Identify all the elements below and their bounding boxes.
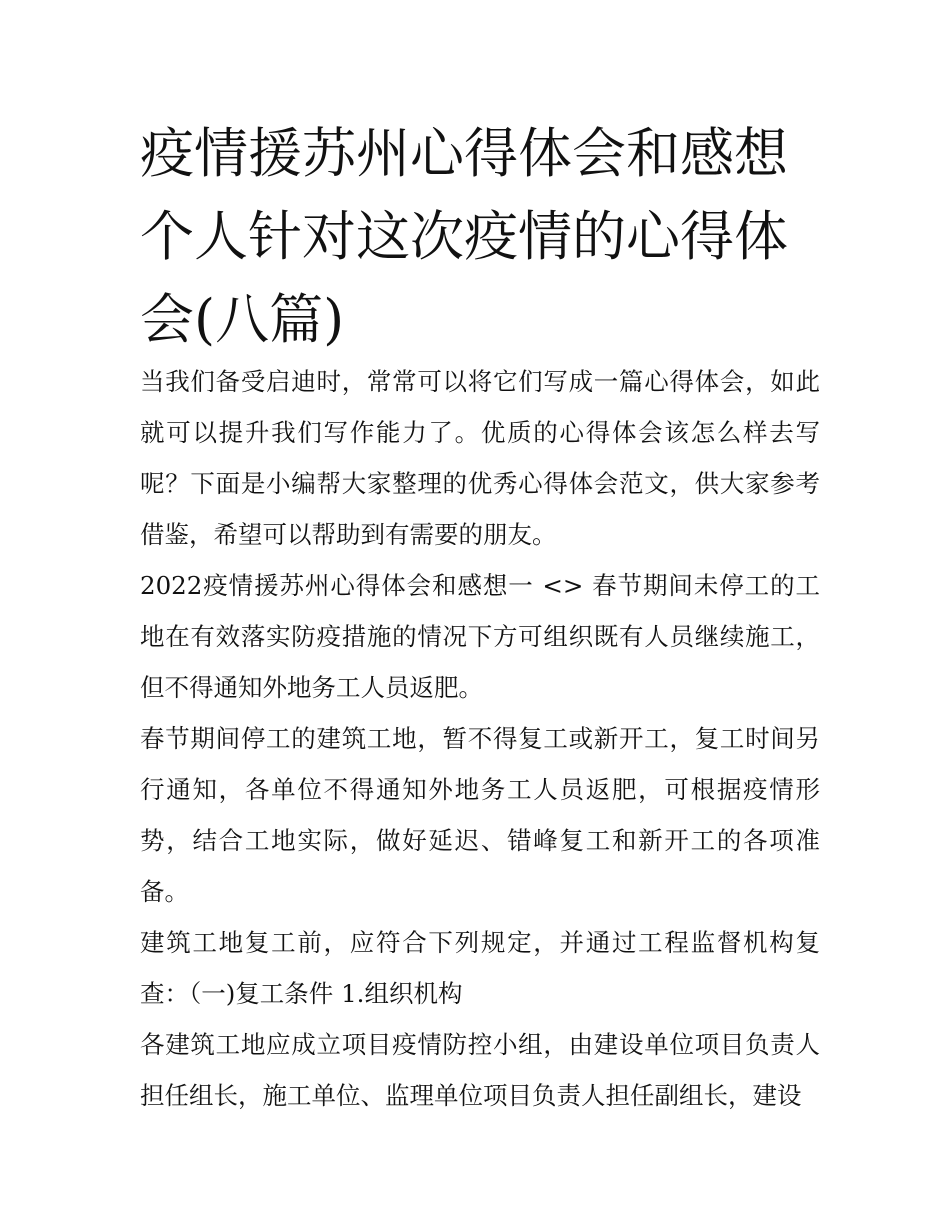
document-title: 疫情援苏州心得体会和感想 个人针对这次疫情的心得体会(八篇) (140, 122, 788, 351)
paragraph-section-one: 2022疫情援苏州心得体会和感想一 <> 春节期间未停工的工地在有效落实防疫措施的情况下方可组织既有人员继续施工，但不得通知外地务工人员返肥。 (140, 571, 820, 702)
paragraph-organization: 各建筑工地应成立项目疫情防控小组，由建设单位项目负责人担任组长，施工单位、监理单位项目负责人担任副组长，建设 (140, 1030, 820, 1110)
paragraph-resumption-rules: 建筑工地复工前，应符合下列规定，并通过工程监督机构复查：（一)复工条件 1.组织机构 (140, 928, 820, 1008)
paragraph-intro: 当我们备受启迪时，常常可以将它们写成一篇心得体会，如此就可以提升我们写作能力了。优质的心得体会该怎么样去写呢？下面是小编帮大家整理的优秀心得体会范文，供大家参考借鉴，希望可以帮助到有需要的朋友。 (140, 367, 820, 549)
paragraph-suspended-sites: 春节期间停工的建筑工地，暂不得复工或新开工，复工时间另行通知，各单位不得通知外地务工人员返肥，可根据疫情形势，结合工地实际，做好延迟、错峰复工和新开工的各项准备。 (140, 724, 820, 906)
document-body (140, 356, 820, 1121)
